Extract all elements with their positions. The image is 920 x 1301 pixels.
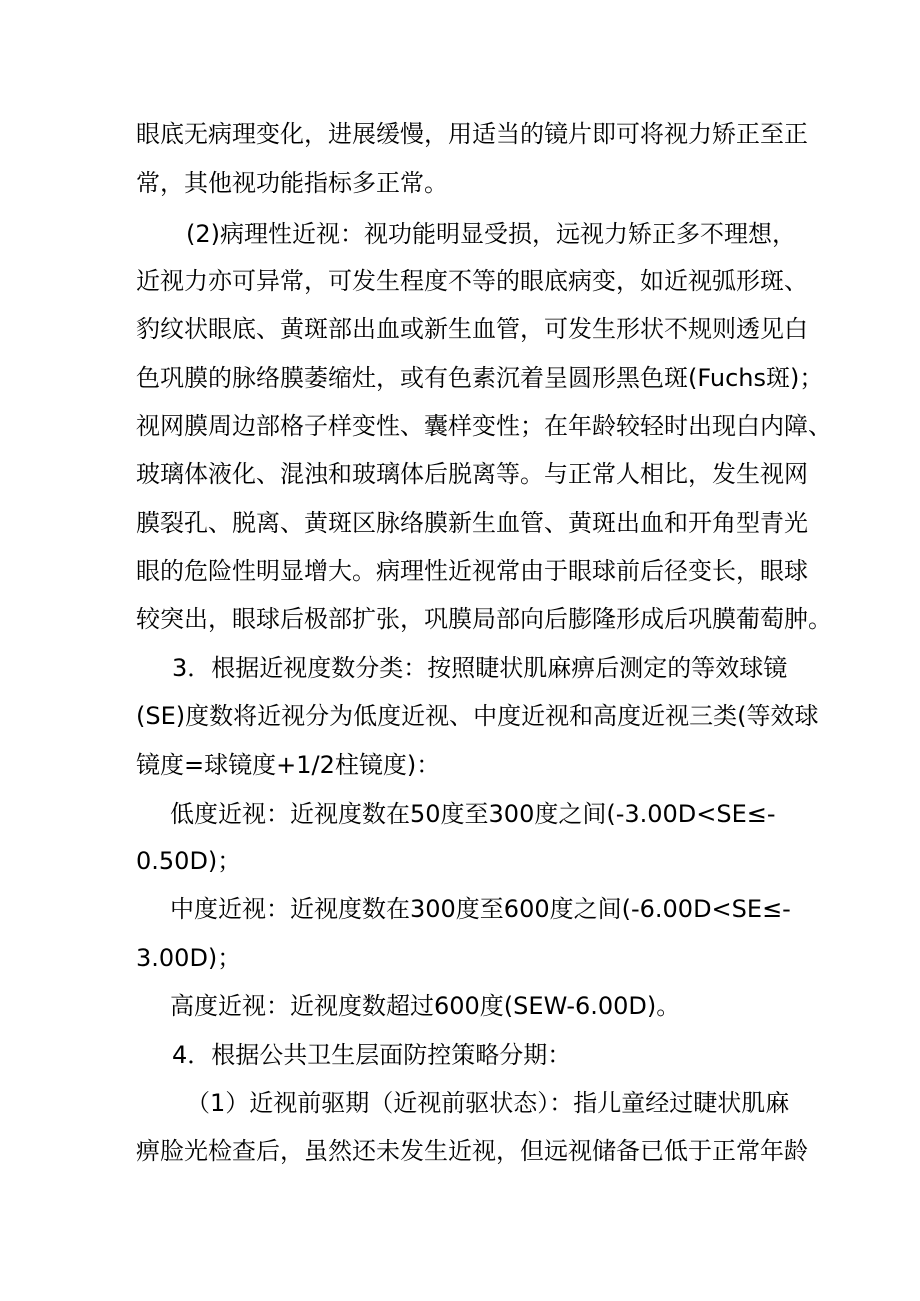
paragraph-line-10: 眼的危险性明显增大。病理性近视常由于眼球前后径变长，眼球: [136, 557, 808, 585]
paragraph-line-13: (SE)度数将近视分为低度近视、中度近视和高度近视三类(等效球: [136, 702, 819, 730]
paragraph-line-19: 高度近视：近视度数超过600度(SEW-6.00D)。: [170, 992, 681, 1020]
paragraph-line-11: 较突出，眼球后极部扩张，巩膜局部向后膨隆形成后巩膜葡萄肿。: [136, 605, 832, 633]
paragraph-line-8: 玻璃体液化、混浊和玻璃体后脱离等。与正常人相比，发生视网: [136, 460, 808, 488]
paragraph-line-1: 眼底无病理变化，进展缓慢，用适当的镜片即可将视力矫正至正: [136, 120, 808, 148]
paragraph-line-16: 0.50D)；: [136, 847, 242, 875]
paragraph-line-5: 豹纹状眼底、黄斑部出血或新生血管，可发生形状不规则透见白: [136, 315, 808, 343]
paragraph-line-15: 低度近视：近视度数在50度至300度之间(-3.00D<SE≤-: [170, 800, 776, 828]
paragraph-line-4: 近视力亦可异常，可发生程度不等的眼底病变，如近视弧形斑、: [136, 267, 808, 295]
paragraph-line-12: 3．根据近视度数分类：按照睫状肌麻痹后测定的等效球镜: [172, 654, 788, 682]
paragraph-line-18: 3.00D)；: [136, 944, 242, 972]
paragraph-line-6: 色巩膜的脉络膜萎缩灶，或有色素沉着呈圆形黑色斑(Fuchs斑)；: [136, 364, 824, 392]
paragraph-line-7: 视网膜周边部格子样变性、囊样变性；在年龄较轻时出现白内障、: [136, 412, 832, 440]
paragraph-line-17: 中度近视：近视度数在300度至600度之间(-6.00D<SE≤-: [170, 895, 791, 923]
paragraph-line-9: 膜裂孔、脱离、黄斑区脉络膜新生血管、黄斑出血和开角型青光: [136, 509, 808, 537]
paragraph-line-14: 镜度=球镜度+1/2柱镜度)：: [136, 751, 441, 779]
paragraph-line-2: 常，其他视功能指标多正常。: [136, 169, 448, 197]
paragraph-line-20: 4．根据公共卫生层面防控策略分期：: [172, 1041, 572, 1069]
paragraph-line-22: 痹脸光检查后，虽然还未发生近视，但远视储备已低于正常年龄: [136, 1137, 808, 1165]
paragraph-line-21: （1）近视前驱期（近视前驱状态）：指儿童经过睫状肌麻: [186, 1089, 790, 1117]
paragraph-line-3: (2)病理性近视：视功能明显受损，远视力矫正多不理想，: [186, 220, 796, 248]
